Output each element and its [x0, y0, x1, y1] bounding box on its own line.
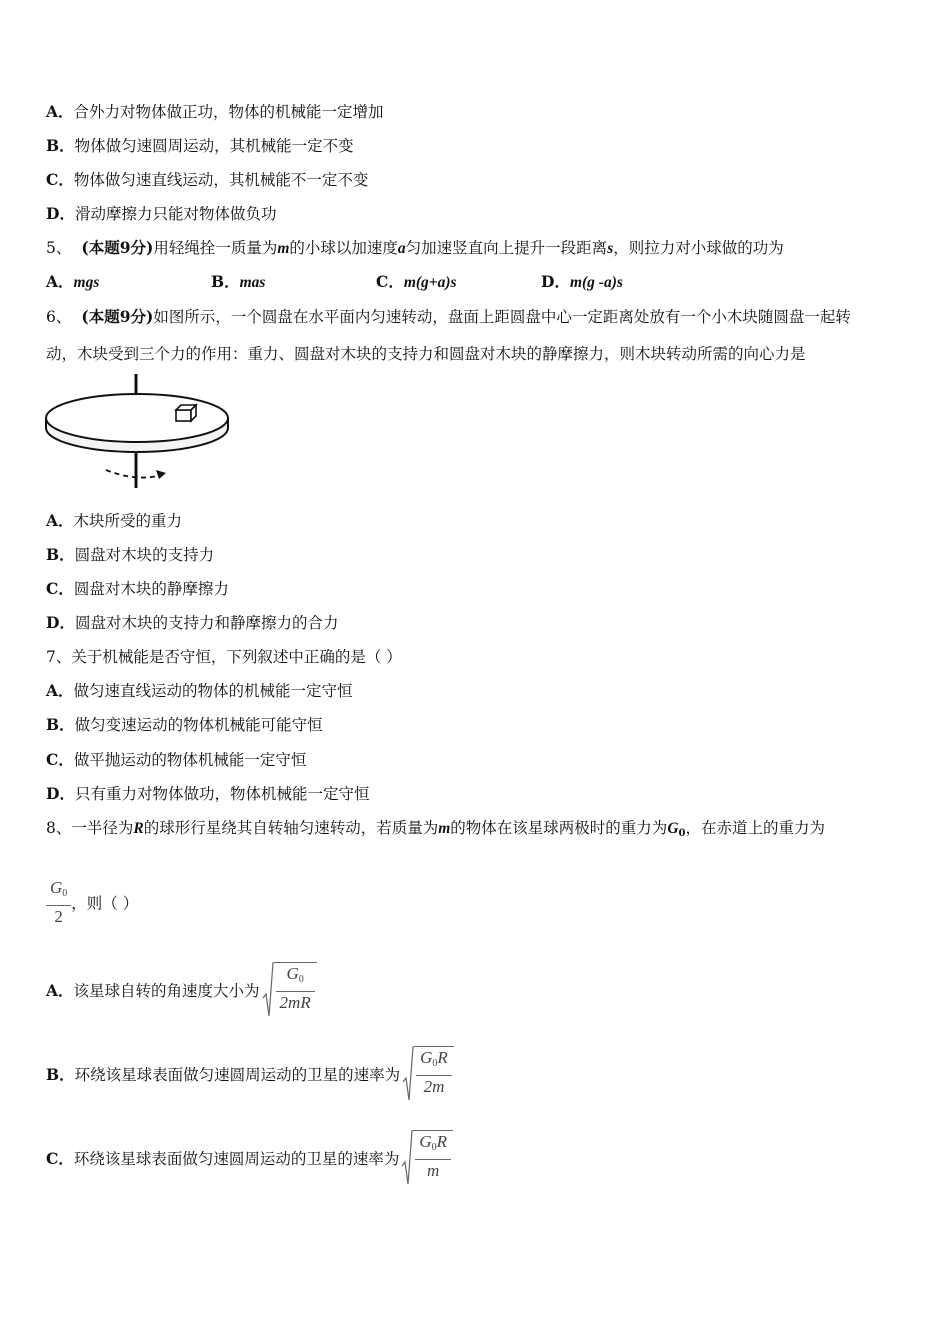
q7-option-b: B．做匀变速运动的物体机械能可能守恒 — [46, 715, 323, 734]
sqrt-expression: $\frac{G_0R}{2m}$ — [402, 1046, 454, 1102]
q6-option-a: A．木块所受的重力 — [46, 511, 183, 530]
sqrt-expression: $\frac{G_0R}{m}$ — [401, 1130, 453, 1186]
q5-option-b: B．mas — [211, 272, 266, 291]
q7-option-c: C．做平抛运动的物体机械能一定守恒 — [46, 750, 307, 769]
q5-option-c: C．m(g+a)s — [376, 272, 457, 291]
disc-top-face — [46, 394, 228, 442]
q6-option-b: B．圆盘对木块的支持力 — [46, 545, 215, 564]
q8-stem: 8、一半径为R的球形行星绕其自转轴匀速转动，若质量为m的物体在该星球两极时的重力为G0，在赤道上的重力为 — [46, 819, 825, 839]
radical-sign — [402, 1046, 414, 1102]
g0-over-2-fraction: $\frac{G_0}{2}$ — [46, 877, 71, 928]
rotation-arrow — [106, 470, 162, 478]
radical-sign — [262, 962, 274, 1018]
rotation-arrowhead — [156, 470, 166, 479]
q7-option-d: D．只有重力对物体做功，物体机械能一定守恒 — [46, 784, 370, 803]
q8-option-a: A．该星球自转的角速度大小为 $\frac{G_0}{2mR}$ — [46, 962, 317, 1018]
q6-option-d: D．圆盘对木块的支持力和静摩擦力的合力 — [46, 613, 339, 632]
q5-option-a: A．mgs — [46, 272, 100, 291]
radical-sign — [401, 1130, 413, 1186]
q7-stem: 7、关于机械能是否守恒，下列叙述中正确的是（ ） — [46, 648, 402, 666]
q5-stem: 5、 (本题9分)用轻绳拴一质量为m的小球以加速度a匀加速竖直向上提升一段距离s，则拉力对小球做的功为 — [46, 238, 784, 257]
q7-option-a: A．做匀速直线运动的物体的机械能一定守恒 — [46, 681, 353, 700]
q6-stem-line1: 6、 (本题9分)如图所示，一个圆盘在水平面内匀速转动，盘面上距圆盘中心一定距离处放有一个小木块随圆盘一起转 — [46, 307, 851, 326]
q8-option-c: C．环绕该星球表面做匀速圆周运动的卫星的速率为 $\frac{G_0R}{m}$ — [46, 1130, 453, 1186]
wooden-block — [176, 405, 196, 421]
q6-option-c: C．圆盘对木块的静摩擦力 — [46, 579, 229, 598]
q4-option-a: A．合外力对物体做正功，物体的机械能一定增加 — [46, 102, 384, 121]
q4-option-b: B．物体做匀速圆周运动，其机械能一定不变 — [46, 136, 354, 155]
q8-stem-continued: $\frac{G_0}{2}$ ，则（ ） — [46, 877, 138, 928]
sqrt-expression: $\frac{G_0}{2mR}$ — [262, 962, 317, 1018]
q5-option-d: D．m(g -a)s — [541, 272, 623, 291]
q6-stem-line2: 动，木块受到三个力的作用：重力、圆盘对木块的支持力和圆盘对木块的静摩擦力，则木块转动所需的向心力是 — [46, 345, 806, 363]
q4-option-d: D．滑动摩擦力只能对物体做负功 — [46, 204, 277, 223]
rotating-disc-figure — [40, 370, 240, 495]
q8-option-b: B．环绕该星球表面做匀速圆周运动的卫星的速率为 $\frac{G_0R}{2m}$ — [46, 1046, 454, 1102]
q4-option-c: C．物体做匀速直线运动，其机械能不一定不变 — [46, 170, 369, 189]
